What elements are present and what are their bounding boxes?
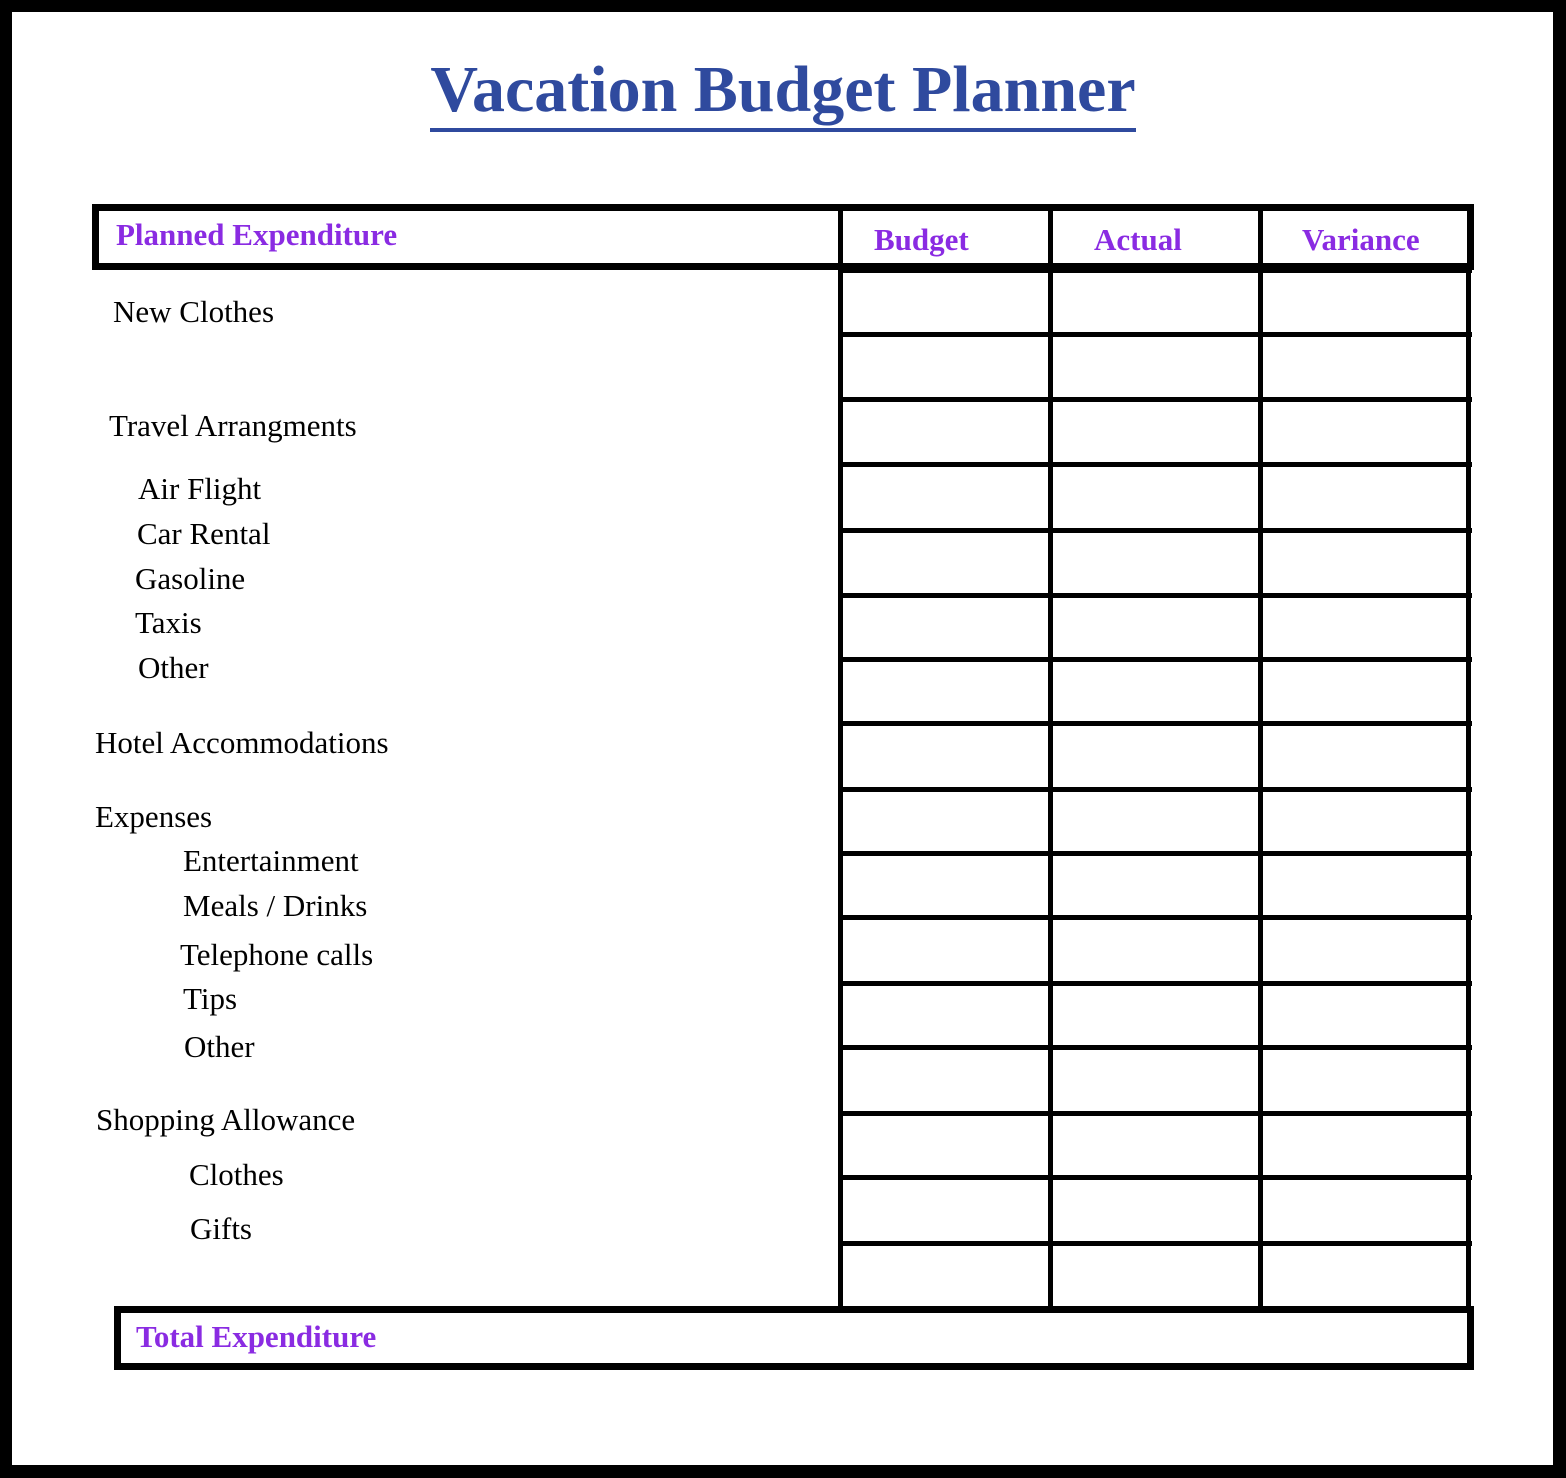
grid-row-line — [840, 528, 1472, 533]
label-expenses-other: Other — [184, 1029, 255, 1064]
label-tips: Tips — [183, 981, 238, 1016]
header-actual: Actual — [1094, 222, 1182, 257]
label-travel-arrangements: Travel Arrangments — [109, 408, 357, 443]
label-clothes: Clothes — [189, 1157, 284, 1192]
grid-row-line — [840, 1045, 1472, 1050]
grid-row-line — [840, 981, 1472, 986]
label-gifts: Gifts — [190, 1211, 252, 1246]
grid-row-line — [840, 1111, 1472, 1116]
label-shopping-allowance: Shopping Allowance — [96, 1102, 356, 1137]
label-entertainment: Entertainment — [183, 843, 359, 878]
grid-column-line — [1048, 204, 1053, 1308]
grid-row-line — [840, 787, 1472, 792]
label-car-rental: Car Rental — [137, 516, 271, 551]
grid-row-line — [840, 1175, 1472, 1180]
label-air-flight: Air Flight — [138, 471, 262, 506]
label-gasoline: Gasoline — [135, 561, 246, 596]
label-taxis: Taxis — [135, 605, 202, 640]
label-travel-other: Other — [138, 650, 209, 685]
grid-row-line — [840, 397, 1472, 402]
grid-row-line — [840, 915, 1472, 920]
grid-column-line — [1258, 204, 1263, 1308]
total-expenditure-label: Total Expenditure — [136, 1319, 377, 1354]
grid-row-line — [840, 462, 1472, 467]
header-budget: Budget — [874, 222, 969, 257]
grid-row-line — [840, 721, 1472, 726]
label-expenses: Expenses — [95, 799, 213, 834]
header-variance: Variance — [1302, 222, 1420, 257]
grid-row-line — [840, 851, 1472, 856]
grid-row-line — [840, 268, 1472, 273]
page-title-text: Vacation Budget Planner — [430, 53, 1135, 132]
header-planned-expenditure: Planned Expenditure — [116, 217, 398, 252]
grid-row-line — [840, 657, 1472, 662]
label-new-clothes: New Clothes — [113, 294, 275, 329]
grid-row-line — [840, 593, 1472, 598]
label-hotel-accommodations: Hotel Accommodations — [95, 725, 389, 760]
grid-column-line — [838, 204, 843, 1308]
page-title — [0, 52, 1566, 128]
total-row — [114, 1306, 1474, 1370]
table-header — [92, 204, 1474, 270]
label-telephone-calls: Telephone calls — [180, 937, 374, 972]
grid-row-line — [840, 1241, 1472, 1246]
label-meals-drinks: Meals / Drinks — [183, 888, 368, 923]
grid-row-line — [840, 332, 1472, 337]
